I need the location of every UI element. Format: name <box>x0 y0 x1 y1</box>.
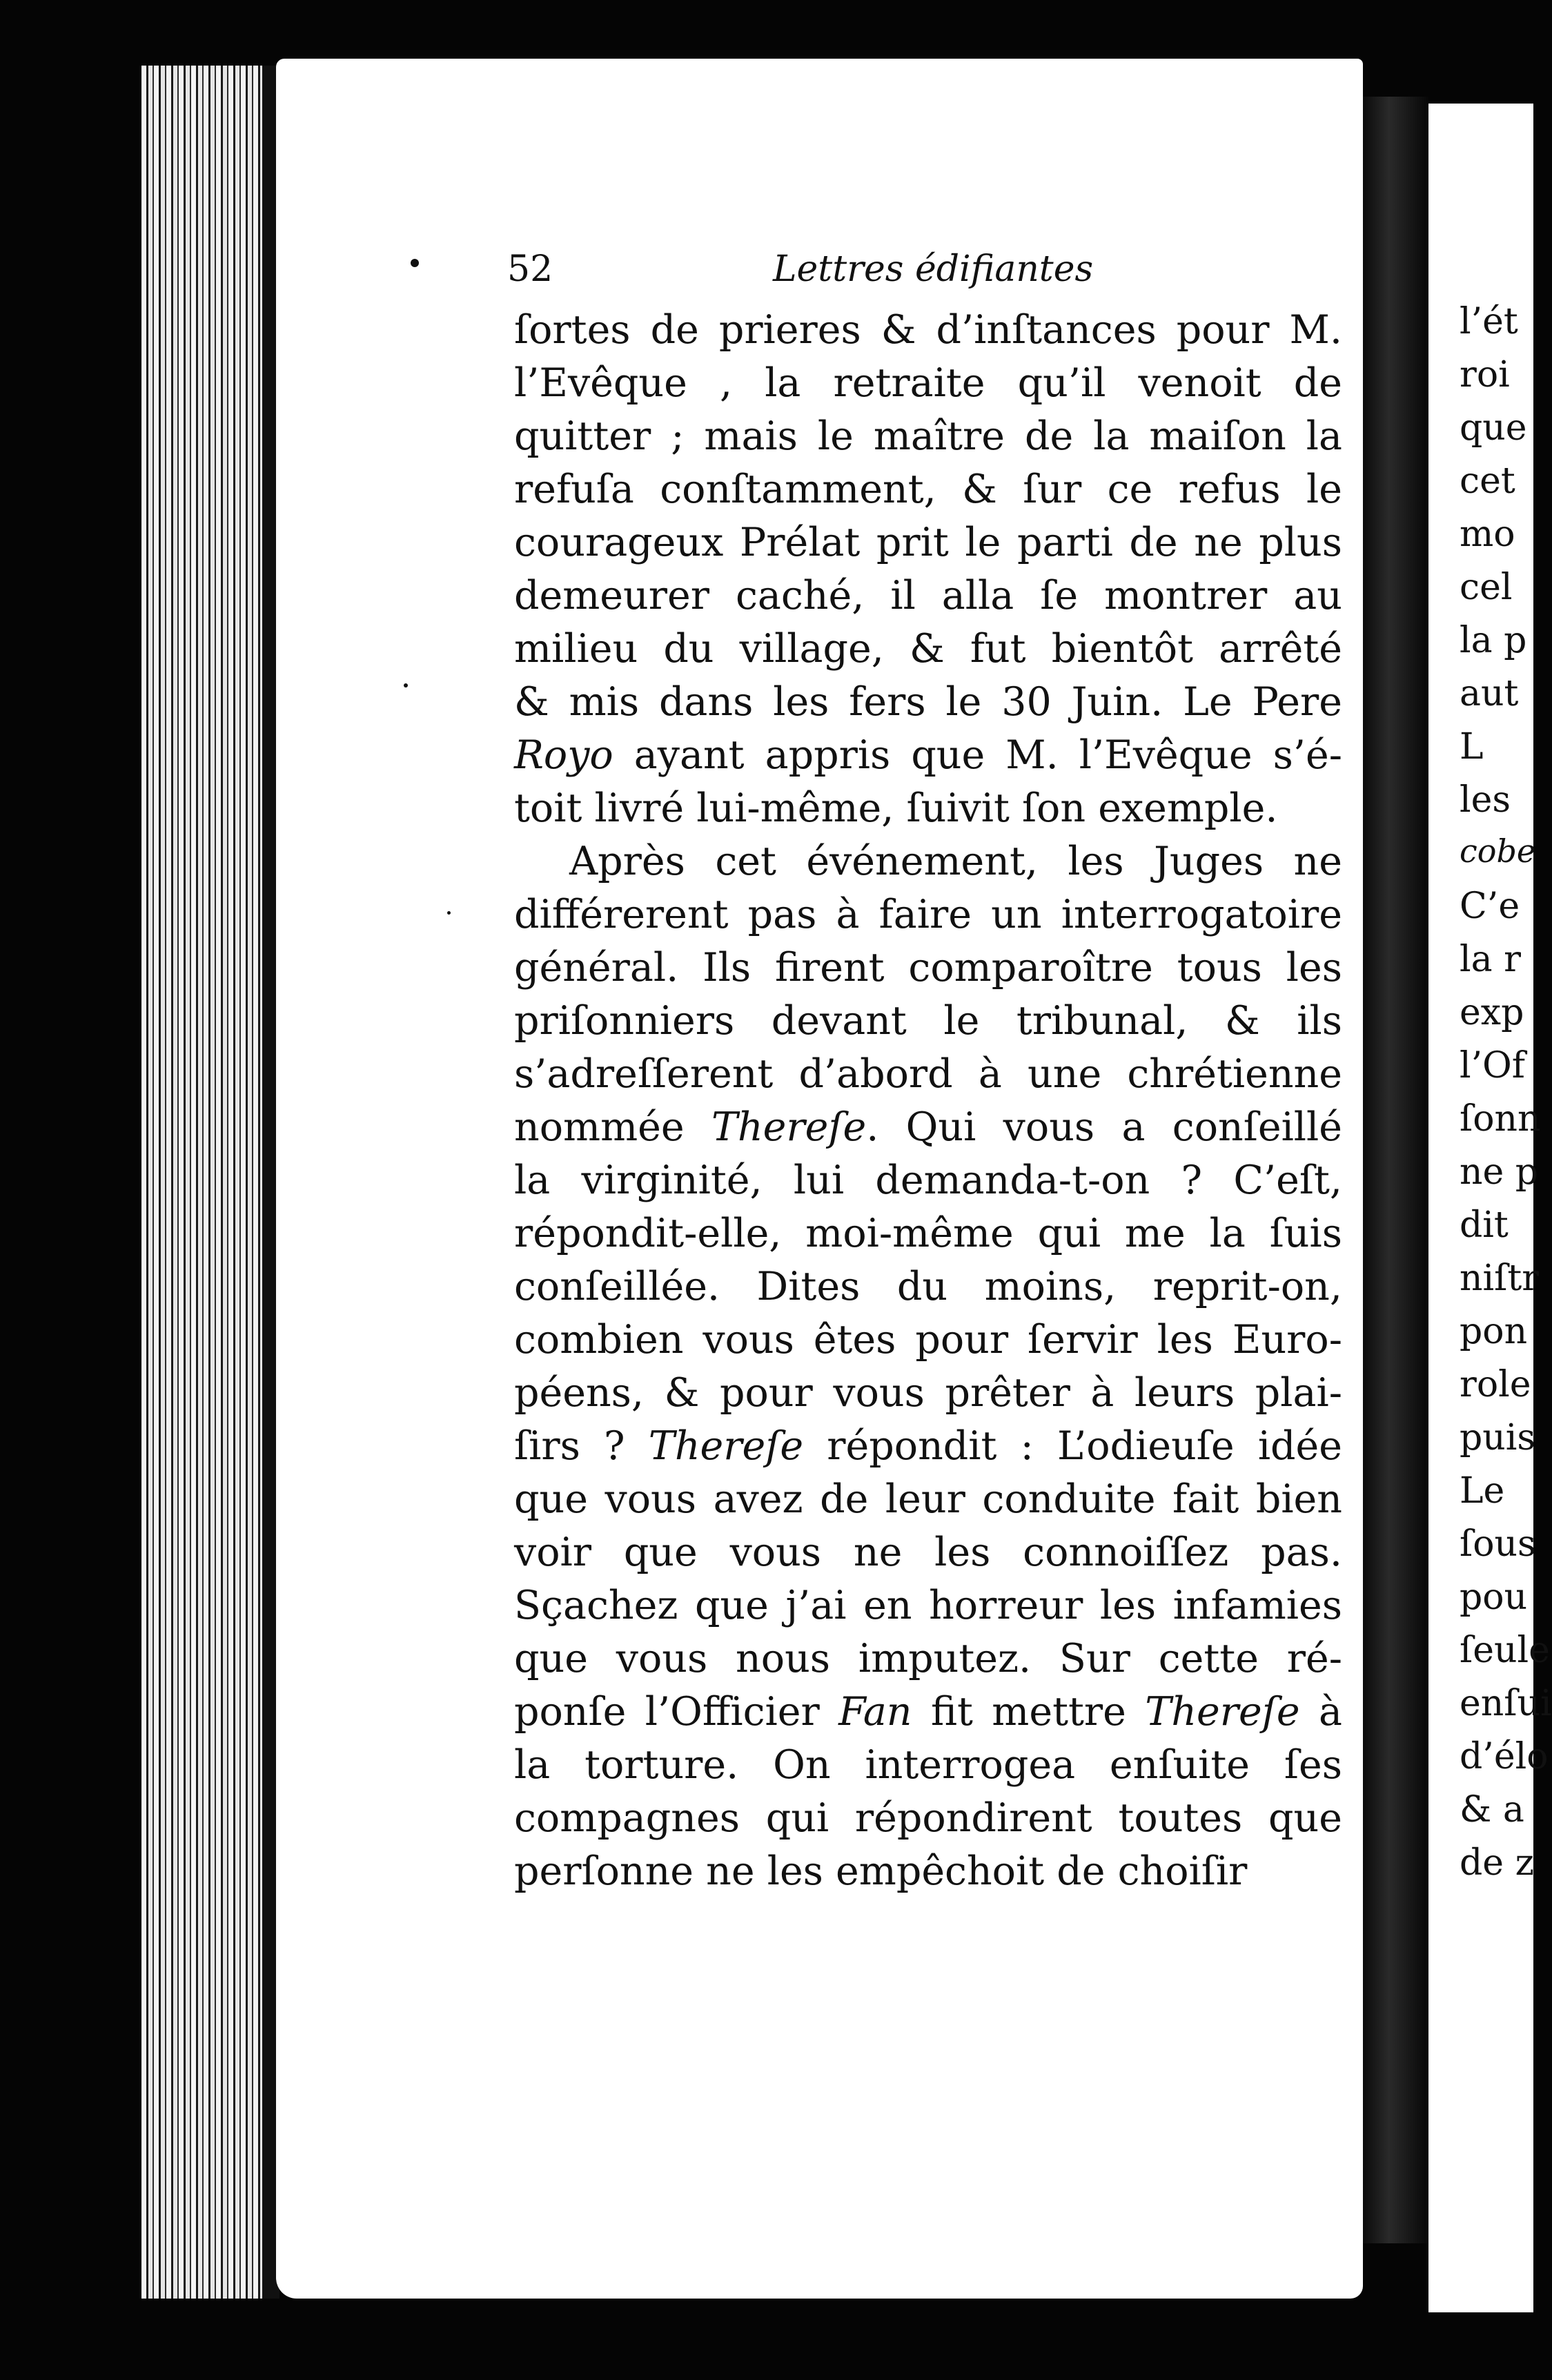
facing-page-line: dit <box>1460 1204 1509 1246</box>
page-edges <box>141 66 279 2299</box>
text-line: différerent pas à faire un interrogatoire <box>514 892 1342 937</box>
text-line: la torture. On interrogea enſuite ſes <box>514 1742 1342 1788</box>
text-segment: fit mettre <box>912 1689 1146 1735</box>
text-line <box>514 1101 1342 1154</box>
text-line: que vous nous imputez. Sur cette ré- <box>514 1636 1342 1681</box>
text-line: quitter ; mais le maître de la maiſon la <box>514 413 1342 459</box>
text-line: priſonniers devant le tribunal, & ils <box>514 998 1342 1044</box>
facing-page-line: ſeule <box>1460 1630 1550 1671</box>
facing-page-line: ſous <box>1460 1523 1536 1565</box>
text-line: que vous avez de leur conduite fait bien <box>514 1476 1342 1522</box>
facing-page-line: pou <box>1460 1577 1528 1618</box>
facing-page-line: ne p <box>1460 1151 1539 1193</box>
facing-page-line: les <box>1460 779 1511 821</box>
facing-page-line: roi <box>1460 354 1510 396</box>
facing-page-line: cet <box>1460 460 1515 502</box>
facing-page-line: cel <box>1460 567 1513 608</box>
facing-page-line: aut <box>1460 673 1519 714</box>
text-line: voir que vous ne les connoiſſez pas. <box>514 1530 1342 1575</box>
page-number: 52 <box>507 248 553 290</box>
facing-page-line: l’Of <box>1460 1045 1526 1086</box>
text-line <box>514 729 1342 782</box>
text-line <box>514 1686 1342 1739</box>
text-line: ſortes de prieres & d’inſtances pour M. <box>514 307 1342 353</box>
text-segment: nommée <box>514 1104 711 1150</box>
facing-page-line: & a <box>1460 1789 1524 1831</box>
text-line: perſonne ne les empêchoit de choiſir <box>514 1849 1248 1894</box>
facing-page-line: enſui <box>1460 1683 1552 1724</box>
facing-page-fragment <box>1428 104 1552 2312</box>
text-segment: ayant appris que M. l’Evêque s’é- <box>613 732 1342 778</box>
italic-name: Royo <box>514 732 613 778</box>
facing-page-line: que <box>1460 407 1527 449</box>
facing-page-line: exp <box>1460 992 1524 1033</box>
text-line: Après cet événement, les Juges ne <box>569 839 1342 884</box>
text-line: toit livré lui-même, ſuivit ſon exemple. <box>514 786 1278 831</box>
text-line: s’adreſſerent d’abord à une chrétienne <box>514 1051 1342 1097</box>
facing-page-line: cobe <box>1460 832 1536 870</box>
text-line: demeurer caché, il alla ſe montrer au <box>514 573 1342 618</box>
facing-page-line: role <box>1460 1364 1531 1405</box>
facing-page-line: niſtr <box>1460 1258 1540 1299</box>
text-line <box>514 1420 1342 1473</box>
italic-name: Thereſe <box>648 1423 804 1469</box>
facing-page-line: C’e <box>1460 886 1520 927</box>
facing-page-line: d’élo <box>1460 1736 1549 1777</box>
text-line: l’Evêque , la retraite qu’il venoit de <box>514 360 1342 406</box>
body-text <box>514 304 1342 1898</box>
text-line: combien vous êtes pour ſervir les Euro- <box>514 1317 1342 1363</box>
italic-name: Thereſe <box>1145 1689 1300 1735</box>
facing-page-line: L <box>1460 726 1484 768</box>
text-segment: ponſe l’Officier <box>514 1689 839 1735</box>
text-line: général. Ils firent comparoître tous les <box>514 945 1342 991</box>
ink-speck <box>447 911 451 915</box>
facing-page-line: la r <box>1460 939 1522 980</box>
running-title: Lettres édifiantes <box>773 248 1094 290</box>
running-header <box>507 248 1126 290</box>
facing-page-line: pon <box>1460 1311 1528 1352</box>
text-line: refuſa conſtamment, & ſur ce refus le <box>514 467 1342 512</box>
italic-name: Fan <box>838 1689 912 1735</box>
facing-page-line: ſonn <box>1460 1098 1541 1140</box>
text-line: répondit-elle, moi-même qui me la ſuis <box>514 1211 1342 1256</box>
text-line: & mis dans les fers le 30 Juin. Le Pere <box>514 679 1342 725</box>
text-segment: . Qui vous a conſeillé <box>866 1104 1342 1150</box>
text-segment: à <box>1299 1689 1342 1735</box>
text-segment: ſirs ? <box>514 1423 649 1469</box>
book-gutter <box>1363 97 1428 2243</box>
text-line: milieu du village, & fut bientôt arrêté <box>514 626 1342 672</box>
ink-speck <box>404 683 408 687</box>
facing-page-line: de z <box>1460 1842 1534 1884</box>
ink-speck <box>411 259 419 267</box>
text-line: péens, & pour vous prêter à leurs plai- <box>514 1370 1342 1416</box>
italic-name: Thereſe <box>711 1104 867 1150</box>
facing-page-line: la p <box>1460 620 1527 661</box>
facing-page-line: l’ét <box>1460 301 1518 342</box>
text-line: Sçachez que j’ai en horreur les infamies <box>514 1583 1342 1628</box>
text-line: la virginité, lui demanda-t-on ? C’eſt, <box>514 1158 1342 1203</box>
facing-page-line: puis <box>1460 1417 1536 1459</box>
text-segment: répondit : L’odieuſe idée <box>803 1423 1343 1469</box>
facing-page-line: Le <box>1460 1470 1505 1512</box>
text-line: conſeillée. Dites du moins, reprit-on, <box>514 1264 1342 1309</box>
text-line: courageux Prélat prit le parti de ne plus <box>514 520 1342 565</box>
text-line: compagnes qui répondirent toutes que <box>514 1795 1342 1841</box>
facing-page-line: mo <box>1460 514 1515 555</box>
